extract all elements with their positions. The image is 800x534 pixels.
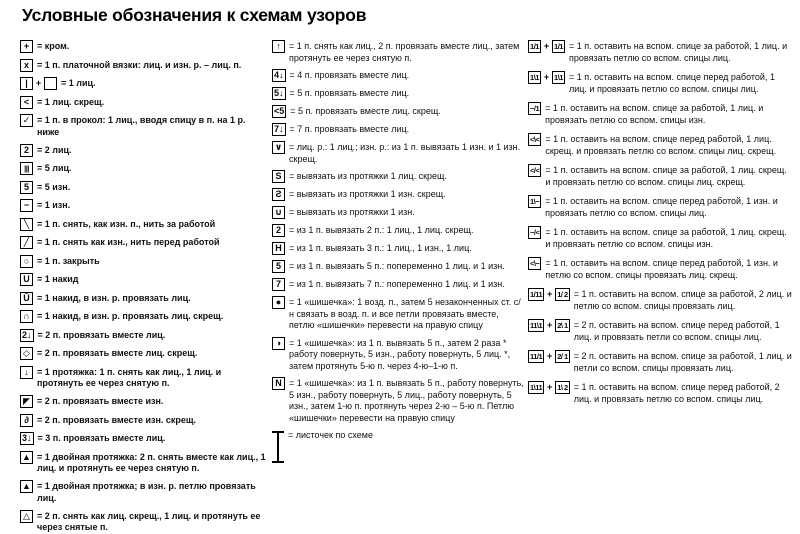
legend-text: = 2 п. провязать вместе изн. скрещ. bbox=[37, 414, 197, 425]
legend-text: = 2 п. оставить на вспом. спице перед работой, 1 лиц. и провязать петли со вспом. спицы лиц. bbox=[573, 320, 780, 342]
legend-text: = вывязать из протяжки 1 лиц. скрещ. bbox=[289, 171, 447, 181]
symbol-glyph: x bbox=[23, 59, 29, 70]
symbol-glyph: H bbox=[275, 243, 282, 253]
plus-joiner bbox=[546, 381, 553, 394]
legend-text: = 1 накид, в изн. р. провязать лиц. скрещ. bbox=[37, 311, 224, 321]
inc-1to5-symbol-icon bbox=[272, 260, 285, 273]
symbol-glyph: </< bbox=[530, 165, 540, 175]
legend-row bbox=[528, 195, 794, 219]
symbol-glyph: Ƨ bbox=[275, 189, 282, 199]
symbol-glyph: 1\1 bbox=[554, 72, 563, 82]
legend-row bbox=[272, 224, 525, 237]
legend-column-2 bbox=[272, 40, 525, 463]
symbol-group bbox=[272, 87, 286, 100]
legend-text: = 1 «шишечка»: из 1 п. вывязать 5 п., работу повернуть, 5 изн., работу повернуть, 5 лиц., работу повернуть, 5 изн., затем 1-ю п. протянуть через 2-ю – 5-ю п. Петлю «шишечки» перевести на правую спицу bbox=[289, 378, 524, 423]
symbol-glyph: 11\1 bbox=[530, 320, 543, 330]
legend-row bbox=[528, 71, 794, 95]
plus-joiner bbox=[546, 319, 553, 332]
symbol-group bbox=[20, 236, 33, 249]
legend-text: = 1 п. платочной вязки: лиц. и изн. р. – лиц. п. bbox=[37, 59, 242, 70]
symbol-glyph: S bbox=[275, 171, 282, 181]
symbol-glyph: ∩ bbox=[23, 311, 30, 321]
cable-twisted-purl-back-symbol-icon bbox=[528, 226, 541, 239]
bar-symbol-icon bbox=[20, 77, 33, 90]
symbol-group bbox=[272, 105, 286, 118]
k5tog-twisted-symbol-icon bbox=[272, 105, 286, 118]
legend-text: = 1 «шишечка»: 1 возд. п., затем 5 незаконченных ст. с/н связать в возд. п. и все петли провязать вместе, петлю «шишечки» перевести на правую спицу bbox=[289, 297, 521, 330]
symbol-glyph: + bbox=[23, 41, 30, 51]
legend-row bbox=[20, 310, 270, 323]
symbol-glyph: ◇ bbox=[23, 348, 30, 358]
legend-text: = 1 лиц. скрещ. bbox=[37, 96, 105, 107]
dash-symbol-icon bbox=[20, 199, 33, 212]
legend-text: = 1 «шишечка»: из 1 п. вывязать 5 п., затем 2 раза * работу повернуть, 5 изн., работу повернуть, 5 лиц. *, затем протянуть 5-ю п. через 4-ю–1-ю п. bbox=[289, 337, 511, 371]
symbol-glyph: 3↓ bbox=[22, 433, 32, 443]
page-title: Условные обозначения к схемам узоров bbox=[22, 5, 367, 25]
cable-2x1-back-symbol-icon bbox=[528, 350, 544, 363]
legend-text: = 1 накид, в изн. р. провязать лиц. bbox=[37, 292, 191, 303]
symbol-group bbox=[20, 96, 33, 109]
cable-2x1-back-alt-symbol-icon bbox=[555, 350, 570, 363]
symbol-glyph: 1/ 2 bbox=[557, 289, 568, 299]
symbol-glyph: + bbox=[547, 320, 553, 330]
legend-row bbox=[20, 96, 270, 109]
symbol-glyph: ↑ bbox=[276, 41, 281, 51]
legend-row bbox=[272, 206, 525, 219]
symbol-glyph: 2↓ bbox=[22, 329, 32, 340]
legend-row bbox=[528, 319, 794, 343]
legend-row bbox=[20, 451, 270, 475]
s-symbol-icon bbox=[272, 170, 285, 183]
legend-text: = 1 накид bbox=[37, 274, 79, 284]
legend-row bbox=[20, 480, 270, 504]
symbol-glyph: 2/ 1 bbox=[557, 351, 568, 361]
legend-text: = 1 изн. bbox=[37, 200, 71, 210]
legend-row bbox=[20, 347, 270, 360]
legend-row bbox=[272, 260, 525, 273]
legend-row bbox=[272, 123, 525, 136]
symbol-group bbox=[528, 288, 570, 301]
symbol-glyph: | bbox=[25, 78, 28, 88]
cable-purl-front-symbol-icon bbox=[528, 195, 541, 208]
symbol-group bbox=[272, 296, 285, 309]
symbol-glyph: 2 bbox=[275, 225, 281, 235]
legend-text: = 5 лиц. bbox=[37, 163, 72, 173]
symbol-group bbox=[20, 144, 33, 157]
k4tog-symbol-icon bbox=[272, 69, 286, 82]
symbol-glyph: U bbox=[23, 274, 30, 284]
symbol-glyph: 5 bbox=[23, 181, 29, 192]
legend-text: = 1 п. в прокол: 1 лиц., вводя спицу в п. на 1 р. ниже bbox=[37, 115, 246, 137]
plus-joiner bbox=[543, 71, 550, 84]
symbol-glyph: 1\1 bbox=[530, 72, 539, 82]
legend-row bbox=[272, 87, 525, 100]
k2tog-symbol-icon bbox=[20, 329, 34, 342]
symbol-glyph: + bbox=[547, 351, 553, 361]
yarn-over-symbol-icon bbox=[20, 273, 33, 286]
symbol-group bbox=[528, 350, 570, 363]
x-symbol-icon bbox=[20, 59, 33, 72]
double-decrease-symbol-icon bbox=[20, 451, 33, 464]
cable-purl-back-symbol-icon bbox=[528, 102, 541, 115]
symbol-group bbox=[528, 381, 570, 394]
symbol-glyph: −/1 bbox=[530, 103, 540, 113]
symbol-glyph: ● bbox=[275, 297, 282, 307]
legend-row bbox=[272, 278, 525, 291]
symbol-group bbox=[528, 102, 541, 115]
legend-text: = 1 п. оставить на вспом. спице за работой, 2 лиц. и петлю со вспом. спицы провязать лиц. bbox=[573, 289, 792, 311]
cable-1x1-front-alt-symbol-icon bbox=[552, 71, 565, 84]
double-decrease-bar-symbol-icon bbox=[20, 480, 33, 493]
symbol-glyph: <\< bbox=[530, 134, 540, 144]
p2tog-symbol-icon bbox=[20, 395, 33, 408]
cable-2x1-front-symbol-icon bbox=[528, 319, 544, 332]
legend-row bbox=[528, 133, 794, 157]
k7tog-symbol-icon bbox=[272, 123, 286, 136]
cable-1x1-front-symbol-icon bbox=[528, 71, 541, 84]
legend-text: = 1 п. снять как изн., нить перед работой bbox=[37, 237, 220, 247]
plus-joiner bbox=[546, 288, 553, 301]
legend-text: = 1 п. оставить на вспом. спице перед работой, 1 лиц. скрещ. и провязать петлю со вспом. спицы лиц. скрещ. bbox=[545, 134, 777, 156]
symbol-glyph: ↓ bbox=[24, 366, 29, 377]
symbol-glyph: ✓ bbox=[22, 115, 31, 125]
symbol-glyph: 5↓ bbox=[274, 88, 284, 98]
legend-row bbox=[272, 377, 525, 424]
symbol-group bbox=[272, 141, 285, 154]
cable-twisted-front-symbol-icon bbox=[528, 133, 541, 146]
legend-row bbox=[528, 381, 794, 405]
legend-text: = вывязать из протяжки 1 изн. скрещ. bbox=[289, 189, 446, 199]
cable-2x1-front-alt-symbol-icon bbox=[555, 319, 570, 332]
symbol-group bbox=[528, 133, 541, 146]
symbol-group bbox=[272, 123, 286, 136]
plus-joiner bbox=[543, 40, 550, 53]
v-symbol-icon bbox=[272, 141, 285, 154]
legend-row bbox=[20, 162, 270, 175]
striped-box-symbol-icon bbox=[20, 162, 33, 175]
symbol-glyph: N bbox=[275, 378, 282, 388]
symbol-group bbox=[272, 206, 285, 219]
legend-row bbox=[20, 144, 270, 157]
legend-row bbox=[528, 257, 794, 281]
half-circle-symbol-icon bbox=[272, 337, 285, 350]
symbol-glyph: < bbox=[23, 96, 30, 107]
symbol-glyph: Ŭ bbox=[23, 292, 30, 303]
symbol-group bbox=[20, 395, 33, 408]
legend-text: = 4 п. провязать вместе лиц. bbox=[289, 70, 410, 80]
legend-text: = лиц. р.: 1 лиц.; изн. р.: из 1 п. вывязать 1 изн. и 1 изн. скрещ. bbox=[289, 142, 521, 164]
slash-symbol-icon bbox=[20, 236, 33, 249]
legend-text: = 1 п. оставить на вспом. спице перед работой, 1 изн. и провязать петлю со вспом. спицы лиц. bbox=[545, 196, 778, 218]
symbol-group bbox=[20, 273, 33, 286]
n-symbol-icon bbox=[272, 377, 285, 390]
legend-text: = 1 п. оставить на вспом. спице за работой, 1 лиц. и провязать петлю со вспом. спицы изн. bbox=[545, 103, 764, 125]
legend-column-3 bbox=[528, 40, 794, 405]
legend-text: = вывязать из протяжки 1 изн. bbox=[289, 207, 415, 217]
check-symbol-icon bbox=[20, 114, 33, 127]
symbol-group bbox=[20, 480, 33, 493]
legend-row bbox=[528, 164, 794, 188]
two-symbol-icon bbox=[20, 144, 33, 157]
symbol-group bbox=[272, 242, 285, 255]
legend-text: = 1 п. оставить на вспом. спице перед работой, 1 лиц. и провязать петлю со вспом. спицы лиц. bbox=[569, 72, 775, 94]
symbol-glyph: ╱ bbox=[23, 237, 30, 247]
symbol-glyph: 1/11 bbox=[530, 289, 543, 299]
legend-row bbox=[20, 273, 270, 286]
legend-row bbox=[272, 242, 525, 255]
symbol-group bbox=[272, 429, 284, 463]
legend-text: = 2 п. снять как лиц. скрещ., 1 лиц. и протянуть ее через снятые п. bbox=[37, 510, 261, 532]
symbol-group bbox=[20, 347, 33, 360]
h-symbol-icon bbox=[272, 242, 285, 255]
leaf-ibeam-icon bbox=[272, 431, 284, 463]
legend-text: = 1 п. снять как лиц., 2 п. провязать вместе лиц., затем протянуть ее через снятую п. bbox=[289, 41, 520, 63]
legend-row bbox=[272, 296, 525, 332]
up-arrow-symbol-icon bbox=[272, 40, 285, 53]
legend-text: = из 1 п. вывязать 3 п.: 1 лиц., 1 изн., 1 лиц. bbox=[289, 243, 472, 253]
legend-row bbox=[272, 69, 525, 82]
k3tog-symbol-icon bbox=[20, 432, 34, 445]
legend-text: = 1 п. оставить на вспом. спице за работой, 1 лиц. скрещ. и провязать петлю со вспом. спицы изн. bbox=[545, 227, 787, 249]
inc-1to7-symbol-icon bbox=[272, 278, 285, 291]
legend-row bbox=[20, 236, 270, 249]
symbol-group bbox=[528, 195, 541, 208]
symbol-group bbox=[20, 292, 33, 305]
legend-text: = 5 изн. bbox=[37, 181, 71, 192]
symbol-group bbox=[20, 59, 33, 72]
less-than-symbol-icon bbox=[20, 96, 33, 109]
legend-text: = 7 п. провязать вместе лиц. bbox=[289, 124, 410, 134]
legend-row bbox=[20, 366, 270, 390]
symbol-group bbox=[272, 224, 285, 237]
symbol-glyph: ||| bbox=[24, 163, 29, 173]
symbol-group bbox=[20, 329, 34, 342]
legend-text: = 2 п. оставить на вспом. спице за работой, 1 лиц. и петли со вспом. спицы провязать лиц. bbox=[573, 351, 792, 373]
symbol-group bbox=[272, 170, 285, 183]
legend-row bbox=[20, 292, 270, 305]
filled-circle-symbol-icon bbox=[272, 296, 285, 309]
legend-text: = 5 п. провязать вместе лиц. bbox=[289, 88, 410, 98]
symbol-group bbox=[272, 377, 285, 390]
symbol-group bbox=[272, 278, 285, 291]
legend-column-1 bbox=[20, 40, 270, 534]
symbol-glyph: + bbox=[35, 78, 42, 88]
legend-text: = 5 п. провязать вместе лиц. скрещ. bbox=[290, 106, 441, 116]
cable-twisted-back-symbol-icon bbox=[528, 164, 541, 177]
circle-symbol-icon bbox=[20, 255, 33, 268]
symbol-group bbox=[272, 337, 285, 350]
symbol-group bbox=[20, 218, 33, 231]
symbol-group bbox=[20, 255, 33, 268]
symbol-glyph: ◤ bbox=[23, 396, 30, 406]
legend-row bbox=[272, 105, 525, 118]
legend-row bbox=[20, 40, 270, 53]
symbol-glyph: 11/1 bbox=[530, 351, 543, 361]
symbol-glyph: ∪ bbox=[274, 207, 283, 217]
five-symbol-icon bbox=[20, 181, 33, 194]
symbol-glyph: 1\ 2 bbox=[557, 382, 568, 392]
symbol-glyph: ∨ bbox=[274, 142, 283, 152]
symbol-glyph: + bbox=[543, 72, 550, 82]
symbol-glyph: 1\− bbox=[530, 196, 540, 206]
symbol-glyph: 2\ 1 bbox=[557, 320, 568, 330]
symbol-glyph: ╲ bbox=[23, 218, 30, 229]
legend-row bbox=[20, 59, 270, 72]
symbol-group bbox=[528, 319, 570, 332]
legend-row bbox=[528, 288, 794, 312]
symbol-glyph: 7 bbox=[275, 279, 281, 289]
symbol-group bbox=[20, 199, 33, 212]
legend-text: = 2 п. провязать вместе изн. bbox=[37, 396, 164, 406]
legend-text: = 2 лиц. bbox=[37, 144, 72, 155]
symbol-glyph: ◑ bbox=[275, 337, 282, 348]
legend-text: = 1 двойная протяжка: 2 п. снять вместе как лиц., 1 лиц. и протянуть ее через снятую п. bbox=[37, 451, 266, 473]
symbol-glyph: + bbox=[547, 382, 553, 392]
symbol-group bbox=[528, 226, 541, 239]
symbol-glyph: 2 bbox=[23, 144, 29, 155]
symbol-glyph: ▲ bbox=[22, 481, 31, 491]
k2tog-twisted-symbol-icon bbox=[20, 347, 33, 360]
legend-text: = из 1 п. вывязать 2 п.: 1 лиц., 1 лиц. скрещ. bbox=[289, 225, 474, 235]
inc-1to2-symbol-icon bbox=[272, 224, 285, 237]
legend-row bbox=[528, 226, 794, 250]
symbol-glyph: −/< bbox=[530, 227, 540, 237]
symbol-glyph: 4↓ bbox=[274, 70, 284, 80]
symbol-group bbox=[528, 257, 541, 270]
empty-box-symbol-icon bbox=[44, 77, 57, 90]
symbol-group bbox=[20, 432, 34, 445]
legend-row bbox=[20, 199, 270, 212]
legend-text: = 1 лиц. bbox=[61, 78, 96, 88]
legend-row bbox=[20, 432, 270, 445]
symbol-glyph: ∂ bbox=[24, 414, 29, 425]
legend-row bbox=[20, 414, 270, 427]
symbol-glyph: ▲ bbox=[22, 451, 31, 462]
cable-1x2-back-symbol-icon bbox=[528, 288, 544, 301]
u-breve-symbol-icon bbox=[20, 292, 33, 305]
symbol-glyph: 1/1 bbox=[554, 41, 563, 51]
legend-text: = 1 п. оставить на вспом. спице за работой, 1 лиц. и провязать петлю со вспом. спицы лиц. bbox=[569, 41, 788, 63]
symbol-group bbox=[20, 451, 33, 464]
cup-bar-symbol-icon bbox=[272, 206, 285, 219]
cable-1x1-back-alt-symbol-icon bbox=[552, 40, 565, 53]
legend-row bbox=[20, 329, 270, 342]
plus-joiner bbox=[35, 77, 42, 90]
legend-row bbox=[528, 40, 794, 64]
cable-1x2-front-symbol-icon bbox=[528, 381, 544, 394]
legend-text: = листочек по схеме bbox=[288, 430, 373, 440]
symbol-glyph: + bbox=[543, 41, 550, 51]
legend-row bbox=[20, 218, 270, 231]
symbol-glyph: − bbox=[23, 200, 30, 210]
legend-text: = из 1 п. вывязать 7 п.: попеременно 1 лиц. и 1 изн. bbox=[289, 279, 505, 289]
cable-1x2-back-alt-symbol-icon bbox=[555, 288, 570, 301]
legend-row bbox=[272, 337, 525, 373]
symbol-group bbox=[20, 77, 57, 90]
cable-1x2-front-alt-symbol-icon bbox=[555, 381, 570, 394]
legend-row bbox=[272, 188, 525, 201]
legend-row bbox=[272, 170, 525, 183]
legend-row bbox=[20, 181, 270, 194]
legend-row bbox=[20, 255, 270, 268]
legend-row bbox=[20, 77, 270, 90]
legend-row bbox=[528, 350, 794, 374]
reversed-s-symbol-icon bbox=[272, 188, 285, 201]
legend-row bbox=[20, 510, 270, 534]
symbol-group bbox=[20, 310, 33, 323]
symbol-glyph: 1\11 bbox=[530, 382, 543, 392]
symbol-group bbox=[20, 114, 33, 127]
symbol-glyph: 5 bbox=[275, 261, 281, 271]
symbol-glyph: <\− bbox=[530, 258, 540, 268]
symbol-group bbox=[20, 414, 33, 427]
k5tog-symbol-icon bbox=[272, 87, 286, 100]
symbol-group bbox=[20, 162, 33, 175]
legend-text: = 1 п. оставить на вспом. спице перед работой, 1 изн. и петлю со вспом. спицы провязать лиц. скрещ. bbox=[545, 258, 778, 280]
symbol-group bbox=[272, 260, 285, 273]
plus-symbol-icon bbox=[20, 40, 33, 53]
symbol-group bbox=[20, 366, 33, 379]
symbol-group bbox=[272, 40, 285, 53]
legend-row bbox=[272, 429, 525, 463]
backslash-symbol-icon bbox=[20, 218, 33, 231]
legend-row bbox=[20, 395, 270, 408]
symbol-group bbox=[272, 69, 286, 82]
legend-text: = 1 п. закрыть bbox=[37, 255, 100, 266]
symbol-group bbox=[20, 181, 33, 194]
legend-row bbox=[272, 141, 525, 165]
slip-pass-over-symbol-icon bbox=[20, 366, 33, 379]
symbol-group bbox=[20, 40, 33, 53]
symbol-glyph: ○ bbox=[23, 255, 30, 266]
symbol-group bbox=[528, 40, 565, 53]
legend-text: = 3 п. провязать вместе лиц. bbox=[37, 433, 166, 443]
legend-text: = 2 п. провязать вместе лиц. скрещ. bbox=[37, 348, 198, 358]
symbol-glyph: + bbox=[547, 289, 553, 299]
legend-text: = из 1 п. вывязать 5 п.: попеременно 1 лиц. и 1 изн. bbox=[289, 261, 505, 271]
legend-text: = 1 п. оставить на вспом. спице за работой, 1 лиц. скрещ. и провязать петлю со вспом. спицы лиц. скрещ. bbox=[545, 165, 787, 187]
legend-row bbox=[20, 114, 270, 138]
legend-text: = 1 п. оставить на вспом. спице перед работой, 2 лиц. и провязать петлю со вспом. спицы лиц. bbox=[573, 382, 780, 404]
legend-text: = 1 п. снять, как изн. п., нить за работой bbox=[37, 218, 216, 229]
symbol-group bbox=[528, 71, 565, 84]
legend-text: = кром. bbox=[37, 41, 70, 51]
symbol-group bbox=[528, 164, 541, 177]
plus-joiner bbox=[546, 350, 553, 363]
symbol-glyph: <5 bbox=[274, 106, 285, 116]
legend-row bbox=[272, 40, 525, 64]
symbol-glyph: 1/1 bbox=[530, 41, 539, 51]
legend-row bbox=[528, 102, 794, 126]
arch-symbol-icon bbox=[20, 310, 33, 323]
symbol-glyph: △ bbox=[23, 510, 30, 521]
legend-text: = 2 п. провязать вместе лиц. bbox=[37, 329, 166, 340]
legend-text: = 1 протяжка: 1 п. снять как лиц., 1 лиц. и протянуть ее через снятую п. bbox=[37, 366, 222, 388]
cable-1x1-back-symbol-icon bbox=[528, 40, 541, 53]
symbol-group bbox=[272, 188, 285, 201]
symbol-glyph: 7↓ bbox=[274, 124, 284, 134]
p2tog-twisted-symbol-icon bbox=[20, 414, 33, 427]
legend-text: = 1 двойная протяжка; в изн. р. петлю провязать лиц. bbox=[37, 481, 256, 503]
cable-twisted-purl-front-symbol-icon bbox=[528, 257, 541, 270]
